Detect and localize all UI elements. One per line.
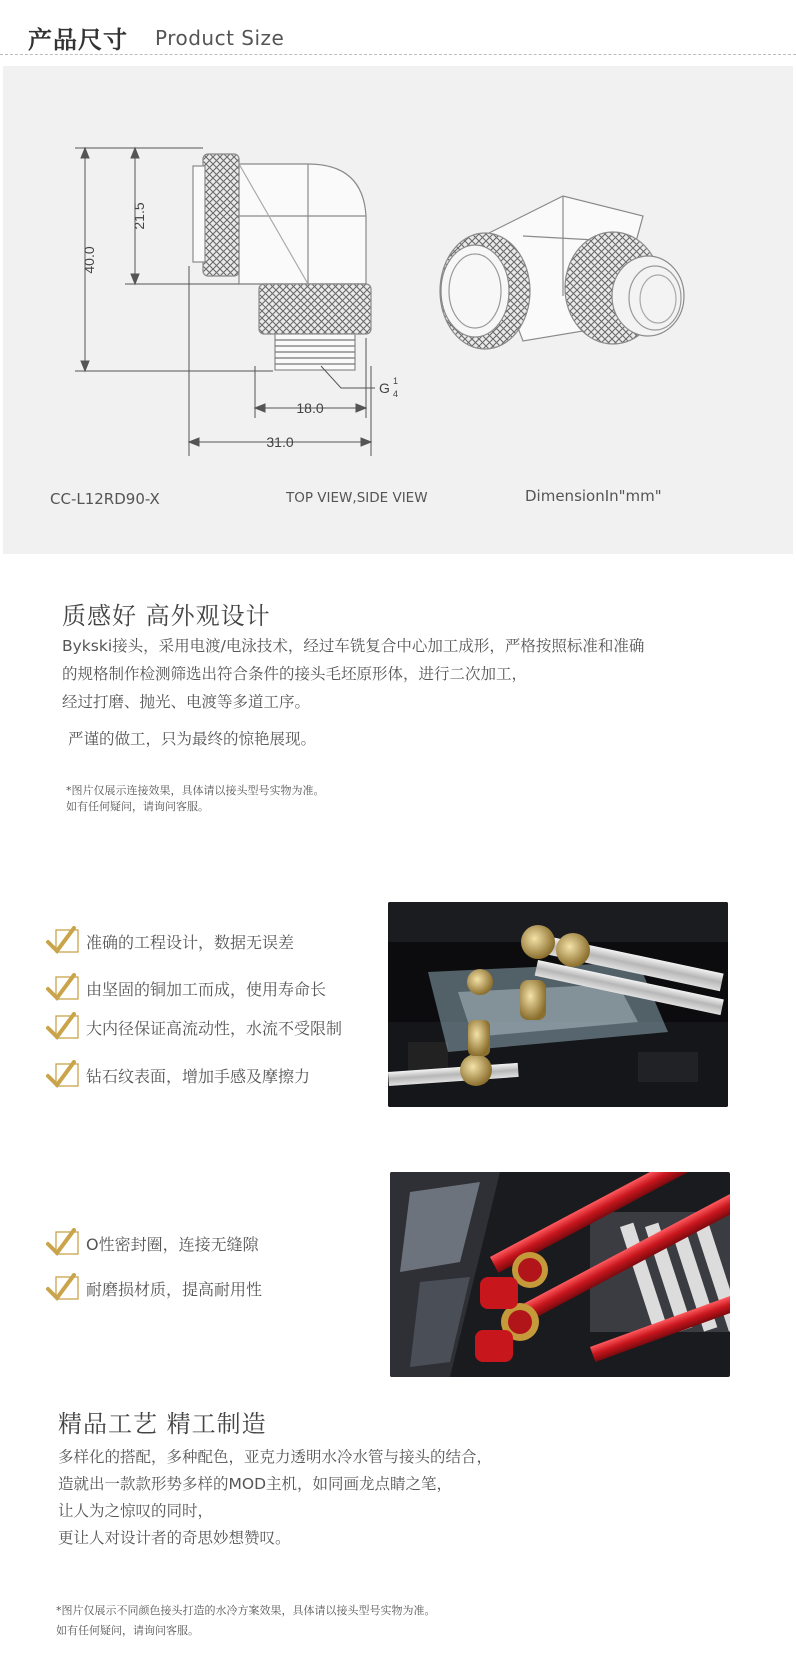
dimension-18-label: 18.0 xyxy=(296,400,324,416)
disclaimer-note-1: *图片仅展示连接效果，具体请以接头型号实物为准。 xyxy=(66,784,325,797)
feature-item xyxy=(44,1012,342,1042)
craft-section-title: 精品工艺 精工制造 xyxy=(58,1410,267,1438)
feature-item xyxy=(44,1228,259,1258)
side-view-fitting xyxy=(193,154,371,370)
section-title-product-size-cn: 产品尺寸 xyxy=(28,26,128,54)
craft-line-2: 造就出一款款形势多样的MOD主机，如同画龙点睛之笔， xyxy=(58,1475,453,1493)
checkmark-icon xyxy=(44,926,80,956)
feature-text: O性密封圈，连接无缝隙 xyxy=(86,1234,259,1254)
quality-tagline: 严谨的做工，只为最终的惊艳展现。 xyxy=(68,730,317,748)
thread-fraction-den: 4 xyxy=(393,389,399,399)
craft-line-1: 多样化的搭配，多种配色，亚克力透明水冷水管与接头的结合， xyxy=(58,1448,493,1466)
model-number-label: CC-L12RD90-X xyxy=(50,490,160,508)
thread-fraction-num: 1 xyxy=(393,376,399,386)
feature-text: 耐磨损材质，提高耐用性 xyxy=(86,1279,263,1299)
quality-section-title: 质感好 高外观设计 xyxy=(62,602,271,630)
dimension-31-label: 31.0 xyxy=(266,434,294,450)
view-caption: TOP VIEW,SIDE VIEW xyxy=(286,490,428,506)
craft-line-4: 更让人对设计者的奇思妙想赞叹。 xyxy=(58,1529,291,1547)
quality-line-3: 经过打磨、抛光、电渡等多道工序。 xyxy=(62,693,311,711)
feature-text: 大内径保证高流动性，水流不受限制 xyxy=(86,1018,343,1038)
perspective-fitting xyxy=(440,196,684,349)
checkmark-icon xyxy=(44,1273,80,1303)
dimension-40-label: 40.0 xyxy=(81,246,97,274)
header-divider xyxy=(0,54,796,55)
product-photo-red-tubes xyxy=(390,1172,730,1377)
section-title-product-size-en: Product Size xyxy=(155,26,285,50)
disclaimer-note-3: *图片仅展示不同颜色接头打造的水冷方案效果，具体请以接头型号实物为准。 xyxy=(56,1604,436,1617)
dimension-21-5-label: 21.5 xyxy=(131,202,147,230)
disclaimer-note-2: 如有任何疑问，请询问客服。 xyxy=(66,800,209,813)
feature-item xyxy=(44,1060,310,1090)
feature-text: 钻石纹表面，增加手感及摩擦力 xyxy=(86,1066,311,1086)
feature-text: 由坚固的铜加工而成，使用寿命长 xyxy=(86,979,327,999)
feature-text: 准确的工程设计，数据无误差 xyxy=(86,932,295,952)
feature-item xyxy=(44,926,294,956)
feature-item xyxy=(44,973,326,1003)
craft-line-3: 让人为之惊叹的同时， xyxy=(58,1502,214,1520)
checkmark-icon xyxy=(44,973,80,1003)
checkmark-icon xyxy=(44,1228,80,1258)
thread-g-label: G xyxy=(379,380,390,396)
unit-caption: DimensionIn"mm" xyxy=(525,487,662,505)
quality-line-2: 的规格制作检测筛选出符合条件的接头毛坯原形体，进行二次加工， xyxy=(62,665,528,683)
feature-item xyxy=(44,1273,262,1303)
dimension-drawing-panel xyxy=(3,66,793,554)
fitting-drawing xyxy=(3,66,793,554)
product-photo-acrylic xyxy=(388,902,728,1107)
quality-line-1: Bykski接头，采用电渡/电泳技术，经过车铣复合中心加工成形，严格按照标准和准确 xyxy=(62,637,645,655)
disclaimer-note-4: 如有任何疑问，请询问客服。 xyxy=(56,1624,199,1637)
checkmark-icon xyxy=(44,1012,80,1042)
checkmark-icon xyxy=(44,1060,80,1090)
